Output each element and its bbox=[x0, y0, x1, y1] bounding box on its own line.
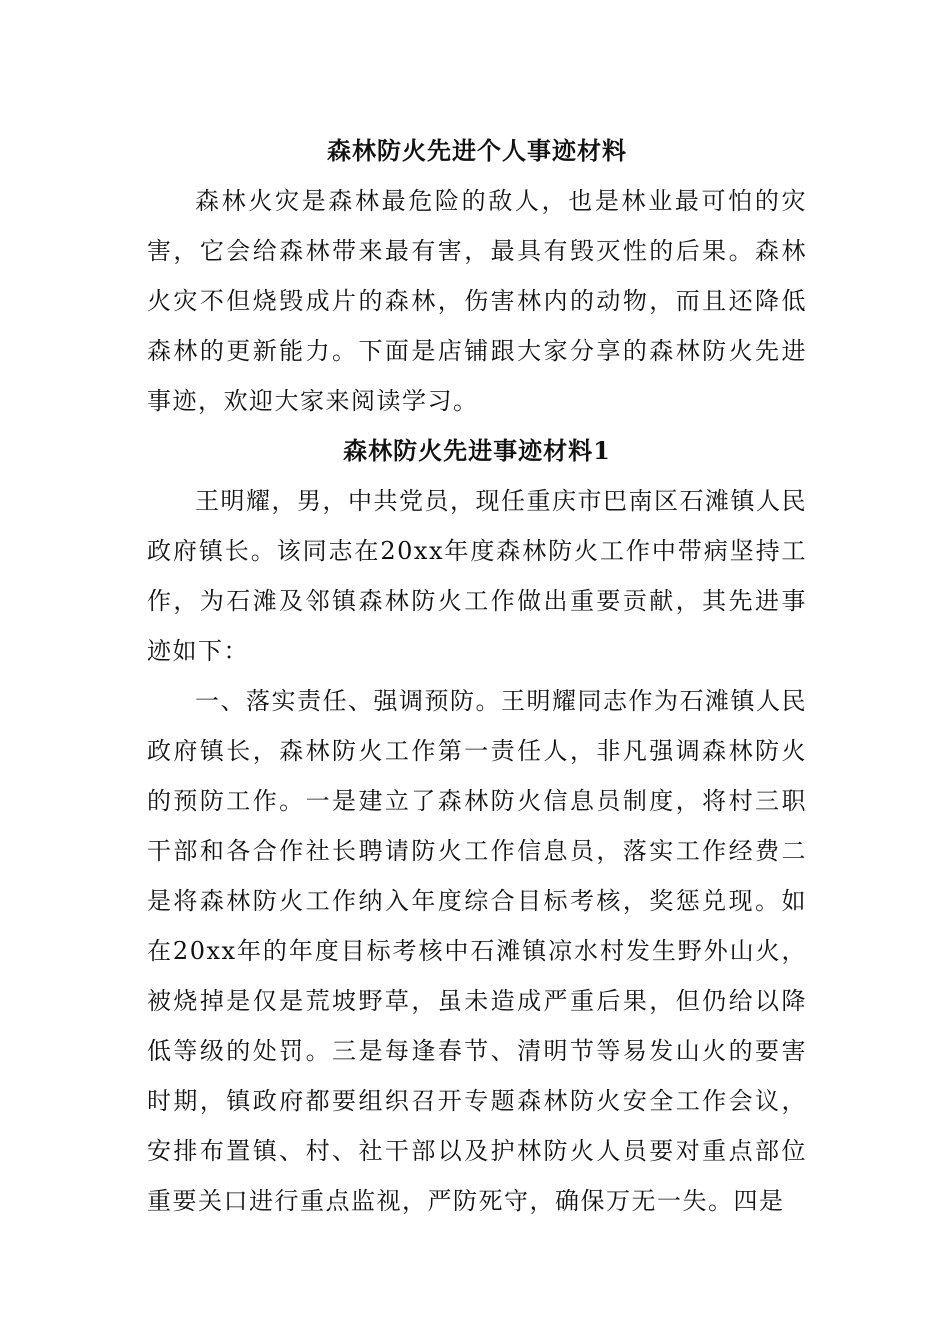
body-paragraph-2: 一、落实责任、强调预防。王明耀同志作为石滩镇人民政府镇长，森林防火工作第一责任人，非凡强调森林防火的预防工作。一是建立了森林防火信息员制度，将村三职干部和各合作社长聘请防火工作信息员，落实工作经费二是将森林防火工作纳入年度综合目标考核，奖惩兑现。如在20xx年的年度目标考核中石滩镇凉水村发生野外山火，被烧掉是仅是荒坡野草，虽未造成严重后果，但仍给以降低等级的处罚。三是每逢春节、清明节等易发山火的要害时期，镇政府都要组织召开专题森林防火安全工作会议，安排布置镇、村、社干部以及护林防火人员要对重点部位重要关口进行重点监视，严防死守，确保万无一失。四是 bbox=[147, 687, 807, 1215]
intro-paragraph: 森林火灾是森林最危险的敌人，也是林业最可怕的灾害，它会给森林带来最有害，最具有毁灭性的后果。森林火灾不但烧毁成片的森林，伤害林内的动物，而且还降低森林的更新能力。下面是店铺跟大家分享的森林防火先进事迹，欢迎大家来阅读学习。 bbox=[147, 187, 807, 415]
document-title: 森林防火先进个人事迹材料 bbox=[327, 136, 627, 165]
section-title: 森林防火先进事迹材料1 bbox=[343, 436, 611, 465]
document-body bbox=[147, 126, 807, 1226]
body-paragraph-1: 王明耀，男，中共党员，现任重庆市巴南区石滩镇人民政府镇长。该同志在20xx年度森林防火工作中带病坚持工作，为石滩及邻镇森林防火工作做出重要贡献，其先进事迹如下： bbox=[147, 487, 807, 665]
